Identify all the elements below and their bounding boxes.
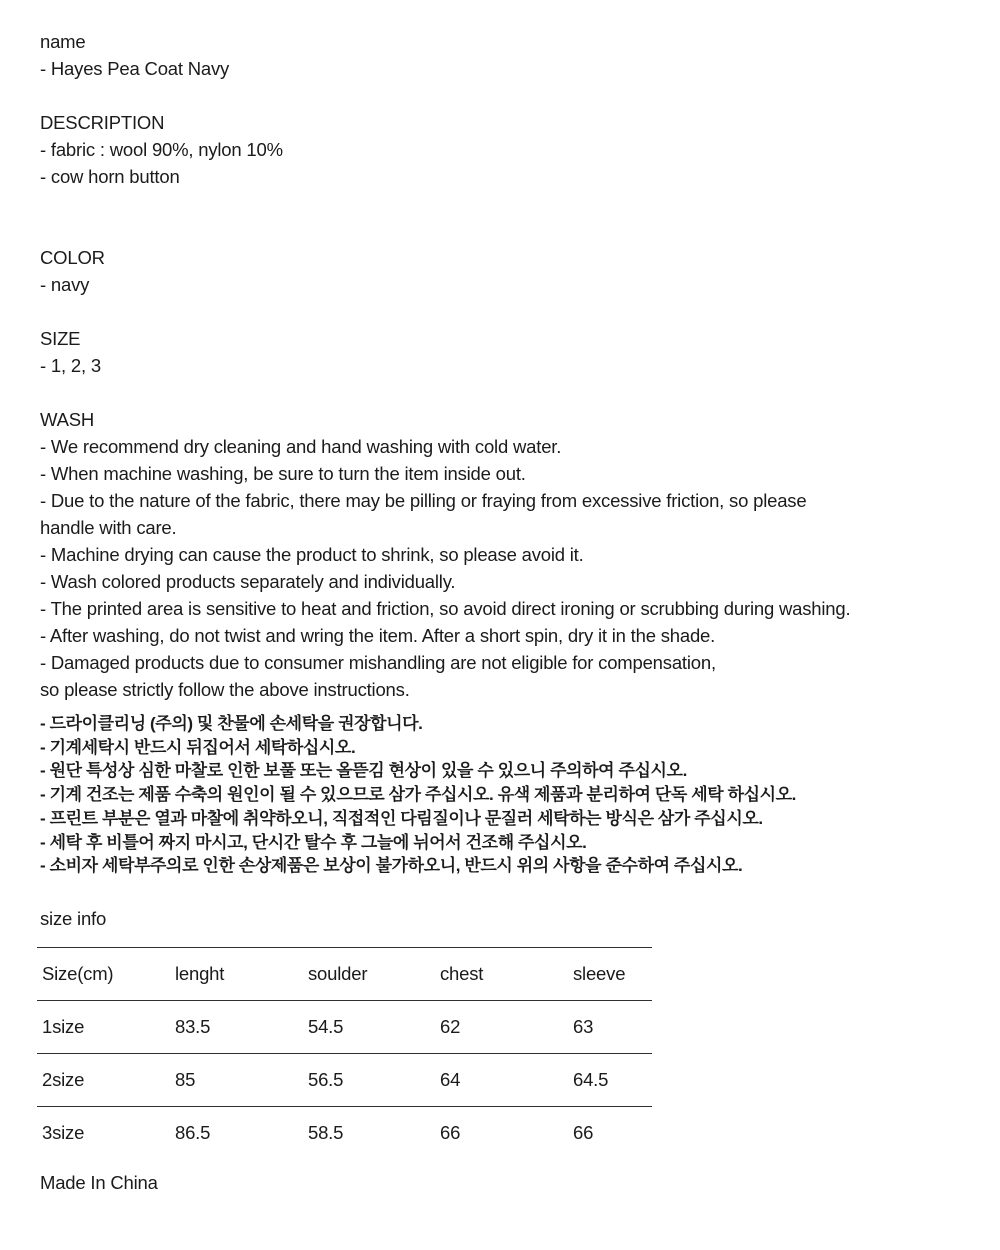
wash-line-en: - We recommend dry cleaning and hand washing with cold water.	[40, 436, 562, 457]
table-row	[37, 1000, 652, 1053]
table-cell: 58.5	[308, 1122, 344, 1144]
wash-line-ko: - 소비자 세탁부주의로 인한 손상제품은 보상이 불가하오니, 반드시 위의 사항을 준수하여 주십시오.	[40, 856, 743, 876]
table-cell: 85	[175, 1068, 196, 1090]
table-cell: 54.5	[308, 1015, 344, 1037]
wash-line-en: - Wash colored products separately and individually.	[40, 571, 456, 592]
size-item: - 1, 2, 3	[40, 355, 101, 376]
wash-line-en: - Machine drying can cause the product to shrink, so please avoid it.	[40, 544, 584, 565]
wash-line-en: - When machine washing, be sure to turn the item inside out.	[40, 463, 526, 484]
column-header-chest: chest	[440, 962, 484, 984]
wash-line-ko: - 세탁 후 비틀어 짜지 마시고, 단시간 탈수 후 그늘에 뉘어서 건조해 주십시오.	[40, 832, 587, 852]
table-cell: 64.5	[573, 1068, 609, 1090]
wash-line-ko: - 드라이클리닝 (주의) 및 찬물에 손세탁을 권장합니다.	[40, 714, 423, 733]
wash-line-en: - Damaged products due to consumer mishandling are not eligible for compensation,	[40, 652, 716, 673]
column-header-length: lenght	[175, 962, 225, 984]
column-header-shoulder: soulder	[308, 962, 368, 984]
name-label: name	[40, 31, 86, 52]
table-row	[37, 1106, 652, 1159]
product-name-section	[40, 28, 980, 82]
description-item: - cow horn button	[40, 166, 180, 187]
table-cell: 66	[440, 1122, 461, 1144]
wash-line-en: - After washing, do not twist and wring the item. After a short spin, dry it in the shade.	[40, 625, 716, 646]
table-cell: 63	[573, 1015, 594, 1037]
table-cell: 3size	[42, 1122, 85, 1144]
wash-section	[40, 406, 980, 703]
wash-line-ko: - 기계 건조는 제품 수축의 원인이 될 수 있으므로 삼가 주십시오. 유색 제품과 분리하여 단독 세탁 하십시오.	[40, 785, 797, 805]
table-row	[37, 1053, 652, 1106]
table-cell: 86.5	[175, 1122, 211, 1144]
table-cell: 2size	[42, 1068, 85, 1090]
size-table-header-row	[37, 947, 652, 1000]
size-info-section	[40, 905, 980, 1160]
column-header-size: Size(cm)	[42, 962, 114, 984]
name-value: - Hayes Pea Coat Navy	[40, 58, 230, 79]
size-table	[37, 947, 652, 1160]
wash-line-ko: - 기계세탁시 반드시 뒤집어서 세탁하십시오.	[40, 737, 356, 757]
table-cell: 1size	[42, 1015, 85, 1037]
description-section	[40, 109, 980, 190]
size-section	[40, 325, 980, 379]
color-item: - navy	[40, 274, 90, 295]
wash-line-en: - The printed area is sensitive to heat and friction, so avoid direct ironing or scrubbing during washing.	[40, 598, 851, 619]
wash-line-ko: - 원단 특성상 심한 마찰로 인한 보풀 또는 올뜯김 현상이 있을 수 있으니 주의하여 주십시오.	[40, 761, 687, 781]
size-info-title: size info	[40, 907, 107, 929]
wash-label: WASH	[40, 409, 95, 430]
table-cell: 66	[573, 1122, 594, 1144]
table-cell: 56.5	[308, 1068, 344, 1090]
made-in-label: Made In China	[40, 1172, 158, 1194]
wash-line-en: handle with care.	[40, 517, 177, 538]
wash-line-ko: - 프린트 부분은 열과 마찰에 취약하오니, 직접적인 다림질이나 문질러 세탁하는 방식은 삼가 주십시오.	[40, 808, 763, 828]
size-label: SIZE	[40, 328, 81, 349]
table-cell: 64	[440, 1068, 461, 1090]
description-label: DESCRIPTION	[40, 112, 165, 133]
wash-line-en: so please strictly follow the above instructions.	[40, 679, 410, 700]
wash-section-korean	[40, 712, 980, 878]
column-header-sleeve: sleeve	[573, 962, 626, 984]
description-item: - fabric : wool 90%, nylon 10%	[40, 139, 283, 160]
color-label: COLOR	[40, 247, 105, 268]
table-cell: 62	[440, 1015, 461, 1037]
color-section	[40, 244, 980, 298]
table-cell: 83.5	[175, 1015, 211, 1037]
wash-line-en: - Due to the nature of the fabric, there may be pilling or fraying from excessive friction, so please	[40, 490, 807, 511]
